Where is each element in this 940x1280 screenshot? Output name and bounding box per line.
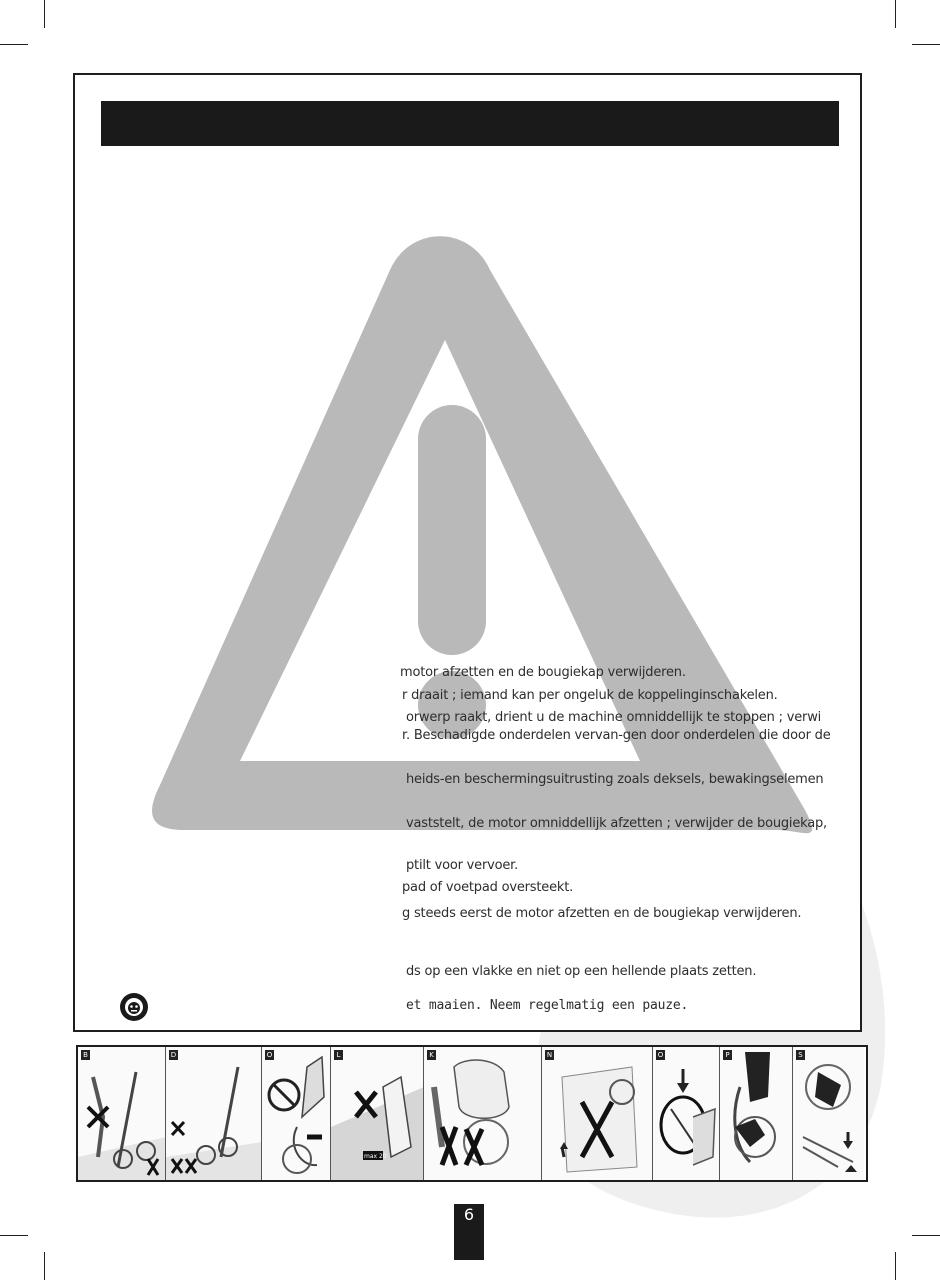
pictogram-panel [262, 1047, 331, 1180]
warning-text-block [75, 75, 862, 1032]
panel-letter: D [170, 1051, 177, 1059]
warning-line: pad of voetpad oversteekt. [402, 880, 574, 895]
panel-letter: S [796, 1050, 805, 1060]
monkey-logo-icon [120, 993, 148, 1021]
panel-letter: O [266, 1051, 273, 1059]
warning-line: orwerp raakt, drient u de machine omniddellijk te stoppen ; verwi [406, 710, 822, 725]
no-refuel-running-icon [262, 1047, 331, 1180]
panel-letter: P [723, 1050, 732, 1060]
pictogram-panel [331, 1047, 424, 1180]
page-number: 6 [454, 1204, 484, 1260]
feet-away-icon [424, 1047, 542, 1180]
panel-letter: N [546, 1051, 553, 1059]
max-slope-icon [331, 1047, 424, 1180]
spark-plug-icon [720, 1047, 793, 1180]
panel-letter: L [334, 1050, 343, 1060]
warning-line: motor afzetten en de bougiekap verwijderen. [400, 665, 686, 680]
pictogram-panel [542, 1047, 653, 1180]
blade-inspection-icon [653, 1047, 720, 1180]
warning-line: heids-en beschermingsuitrusting zoals deksels, bewakingselemen [406, 772, 824, 787]
panel-letter: K [427, 1050, 436, 1060]
warning-frame [73, 73, 862, 1032]
warning-line: et maaien. Neem regelmatig een pauze. [406, 998, 689, 1013]
warning-line: ptilt voor vervoer. [406, 858, 519, 873]
panel-letter: B [81, 1050, 90, 1060]
mower-children-icon [166, 1047, 262, 1180]
pictogram-panel [720, 1047, 793, 1180]
transport-icon [793, 1047, 864, 1180]
pictogram-panel [793, 1047, 864, 1180]
pictogram-panel [653, 1047, 720, 1180]
pictogram-strip [76, 1045, 868, 1182]
mower-slope-icon [78, 1047, 166, 1180]
pictogram-panel [78, 1047, 166, 1180]
warning-line: r. Beschadigde onderdelen vervan-gen door onderdelen die door de [402, 728, 831, 743]
warning-line: g steeds eerst de motor afzetten en de bougiekap verwijderen. [402, 906, 802, 921]
pictogram-panel [166, 1047, 262, 1180]
no-tilt-icon [542, 1047, 653, 1180]
panel-letter: O [657, 1051, 664, 1059]
warning-line: ds op een vlakke en niet op een hellende plaats zetten. [406, 964, 757, 979]
warning-line: r draait ; iemand kan per ongeluk de koppelinginschakelen. [402, 688, 778, 703]
pictogram-panel [424, 1047, 542, 1180]
warning-line: vaststelt, de motor omniddellijk afzetten ; verwijder de bougiekap, [406, 816, 827, 831]
slope-label: max 20 [364, 1153, 387, 1160]
